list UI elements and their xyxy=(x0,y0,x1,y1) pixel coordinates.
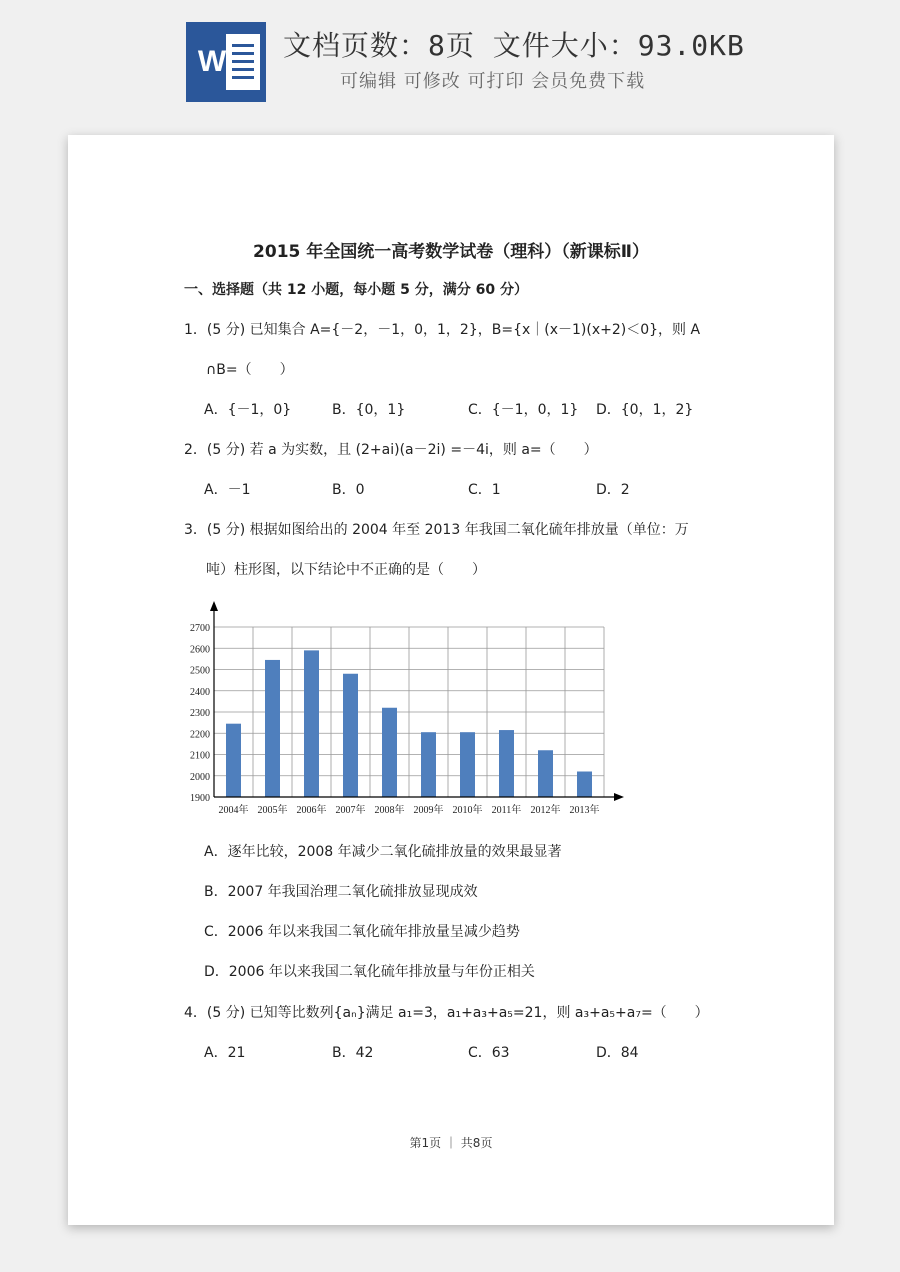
bar xyxy=(382,708,397,797)
y-tick-label: 2400 xyxy=(190,686,210,698)
q1-option-c: C．{－1，0，1} xyxy=(468,402,579,418)
q3-stem: 3．(5 分) 根据如图给出的 2004 年至 2013 年我国二氧化硫年排放量（单位：万 xyxy=(184,522,689,538)
bar xyxy=(304,650,319,797)
x-tick-label: 2009年 xyxy=(413,805,444,816)
q4-stem: 4．(5 分) 已知等比数列{aₙ}满足 a₁=3，a₁+a₃+a₅=21，则 a₃+a₅+a₇=（ ） xyxy=(184,1005,709,1021)
y-axis-arrow xyxy=(210,601,218,611)
q1-option-b: B．{0，1} xyxy=(332,402,406,418)
q3-option-c: C．2006 年以来我国二氧化硫年排放量呈减少趋势 xyxy=(204,924,520,940)
y-tick-label: 2600 xyxy=(190,644,210,656)
q2-stem: 2．(5 分) 若 a 为实数，且 (2+ai)(a－2i) =－4i，则 a=（ ） xyxy=(184,442,598,458)
y-tick-label: 2000 xyxy=(190,771,210,783)
q1-stem: 1．(5 分) 已知集合 A={－2，－1，0，1，2}，B={x｜(x－1)(x+2)＜0}，则 A xyxy=(184,322,701,338)
banner-subtitle: 可编辑 可修改 可打印 会员免费下载 xyxy=(340,71,646,92)
bar xyxy=(226,724,241,797)
q3-option-a: A．逐年比较，2008 年减少二氧化硫排放量的效果最显著 xyxy=(204,844,562,860)
q3-stem-cont: 吨）柱形图，以下结论中不正确的是（ ） xyxy=(206,562,486,578)
bar xyxy=(265,660,280,797)
q4-option-b: B．42 xyxy=(332,1045,374,1061)
q1-stem-cont: ∩B=（ ） xyxy=(206,362,294,378)
document-page xyxy=(68,135,834,1225)
x-tick-label: 2012年 xyxy=(530,805,561,816)
banner-title: 文档页数：8页 文件大小：93.0KB xyxy=(283,29,745,62)
y-tick-label: 2300 xyxy=(190,708,210,719)
q1-option-d: D．{0，1，2} xyxy=(596,402,694,418)
bar xyxy=(343,674,358,797)
x-tick-label: 2010年 xyxy=(452,805,483,816)
q4-option-a: A．21 xyxy=(204,1045,246,1061)
q4-option-d: D．84 xyxy=(596,1045,639,1061)
q2-option-a: A．－1 xyxy=(204,482,251,498)
y-tick-label: 2500 xyxy=(190,665,210,677)
word-icon xyxy=(186,22,266,102)
q2-option-b: B．0 xyxy=(332,482,365,498)
bar xyxy=(421,732,436,797)
bar xyxy=(460,732,475,797)
section-heading: 一、选择题（共 12 小题，每小题 5 分，满分 60 分） xyxy=(184,282,528,298)
x-tick-label: 2013年 xyxy=(569,805,600,816)
x-tick-label: 2011年 xyxy=(491,805,522,816)
word-letter: W xyxy=(197,45,227,78)
page-title: 2015 年全国统一高考数学试卷（理科）（新课标Ⅱ） xyxy=(253,242,649,262)
q3-option-d: D．2006 年以来我国二氧化硫年排放量与年份正相关 xyxy=(204,964,535,980)
q2-option-c: C．1 xyxy=(468,482,501,498)
page-footer: 第1页 ｜ 共8页 xyxy=(409,1136,493,1150)
bar-chart xyxy=(178,597,638,825)
bar xyxy=(499,730,514,797)
bar xyxy=(538,750,553,797)
x-tick-label: 2006年 xyxy=(296,805,327,816)
x-tick-label: 2007年 xyxy=(335,805,366,816)
banner xyxy=(0,0,900,120)
x-axis-arrow xyxy=(614,793,624,801)
q1-option-a: A．{－1，0} xyxy=(204,402,292,418)
y-tick-label: 2700 xyxy=(190,623,210,634)
q2-option-d: D．2 xyxy=(596,482,630,498)
q4-option-c: C．63 xyxy=(468,1045,510,1061)
bar xyxy=(577,772,592,798)
x-tick-label: 2004年 xyxy=(218,805,249,816)
y-tick-label: 2200 xyxy=(190,729,210,741)
x-tick-label: 2005年 xyxy=(257,805,288,816)
x-tick-label: 2008年 xyxy=(374,805,405,816)
document-icon xyxy=(226,34,260,90)
q3-option-b: B．2007 年我国治理二氧化硫排放显现成效 xyxy=(204,884,478,900)
y-tick-label: 1900 xyxy=(190,793,210,804)
y-tick-label: 2100 xyxy=(190,750,210,762)
